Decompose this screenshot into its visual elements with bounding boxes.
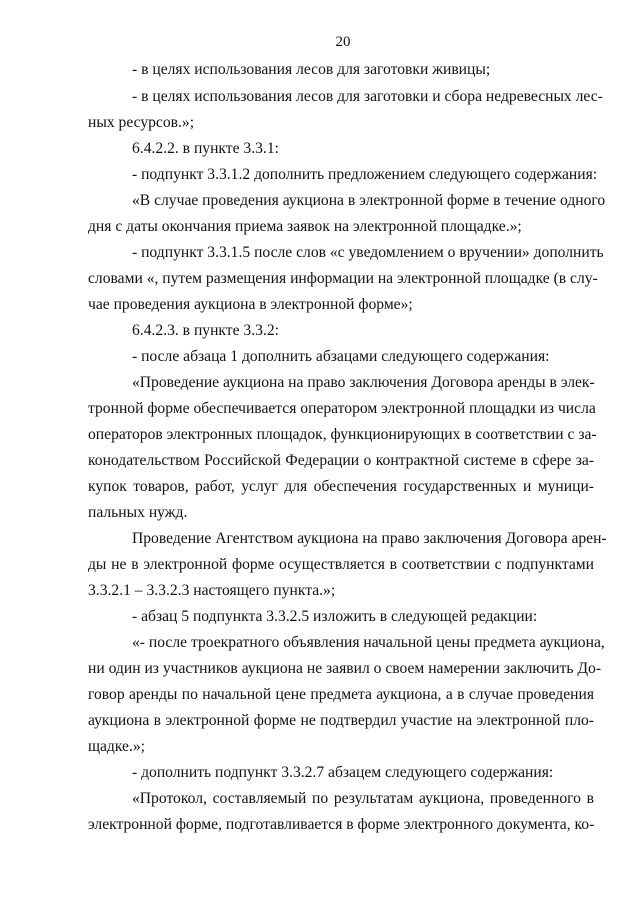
text-line: говор аренды по начальной цене предмета аукциона, а в случае проведения (88, 686, 594, 703)
text-line: - после абзаца 1 дополнить абзацами следующего содержания: (132, 348, 550, 365)
text-line: «Проведение аукциона на право заключения Договора аренды в элек- (132, 374, 595, 391)
text-line: тронной форме обеспечивается оператором электронной площадки из числа (88, 400, 596, 417)
text-line: Проведение Агентством аукциона на право заключения Договора арен- (132, 530, 607, 547)
text-line: словами «, путем размещения информации на электронной площадке (в слу- (88, 270, 598, 287)
text-line: ды не в электронной форме осуществляется в соответствии с подпунктами (88, 556, 594, 573)
text-line: 3.3.2.1 – 3.3.2.3 настоящего пункта.»; (88, 582, 336, 599)
text-line: 6.4.2.2. в пункте 3.3.1: (132, 140, 279, 157)
text-line: - абзац 5 подпункта 3.3.2.5 изложить в следующей редакции: (132, 608, 538, 625)
text-line: - в целях использования лесов для заготовки и сбора недревесных лес- (132, 88, 603, 105)
text-line: конодательством Российской Федерации о контрактной системе в сфере за- (88, 452, 594, 469)
text-line: «В случае проведения аукциона в электронной форме в течение одного (132, 192, 606, 209)
text-line: - подпункт 3.3.1.2 дополнить предложением следующего содержания: (132, 166, 598, 183)
text-line: - подпункт 3.3.1.5 после слов «с уведомлением о вручении» дополнить (132, 244, 604, 261)
text-line: 6.4.2.3. в пункте 3.3.2: (132, 322, 279, 339)
text-line: «Протокол, составляемый по результатам аукциона, проведенного в (132, 790, 594, 807)
text-line: пальных нужд. (88, 504, 188, 521)
text-line: аукциона в электронной форме не подтвердил участие на электронной пло- (88, 712, 594, 729)
text-line: дня с даты окончания приема заявок на электронной площадке.»; (88, 218, 522, 235)
page-number: 20 (335, 34, 351, 50)
text-line: ных ресурсов.»; (88, 114, 195, 131)
text-line: купок товаров, работ, услуг для обеспечения государственных и муници- (88, 478, 594, 495)
text-line: «- после троекратного объявления начальной цены предмета аукциона, (132, 634, 605, 651)
text-line: операторов электронных площадок, функционирующих в соответствии с за- (88, 426, 597, 443)
text-line: щадке.»; (88, 738, 145, 755)
text-line: - в целях использования лесов для заготовки живицы; (132, 61, 491, 78)
text-line: электронной форме, подготавливается в форме электронного документа, ко- (88, 816, 595, 833)
text-line: чае проведения аукциона в электронной форме»; (88, 296, 413, 313)
text-line: - дополнить подпункт 3.3.2.7 абзацем следующего содержания: (132, 764, 554, 781)
text-line: ни один из участников аукциона не заявил о своем намерении заключить До- (88, 660, 602, 677)
